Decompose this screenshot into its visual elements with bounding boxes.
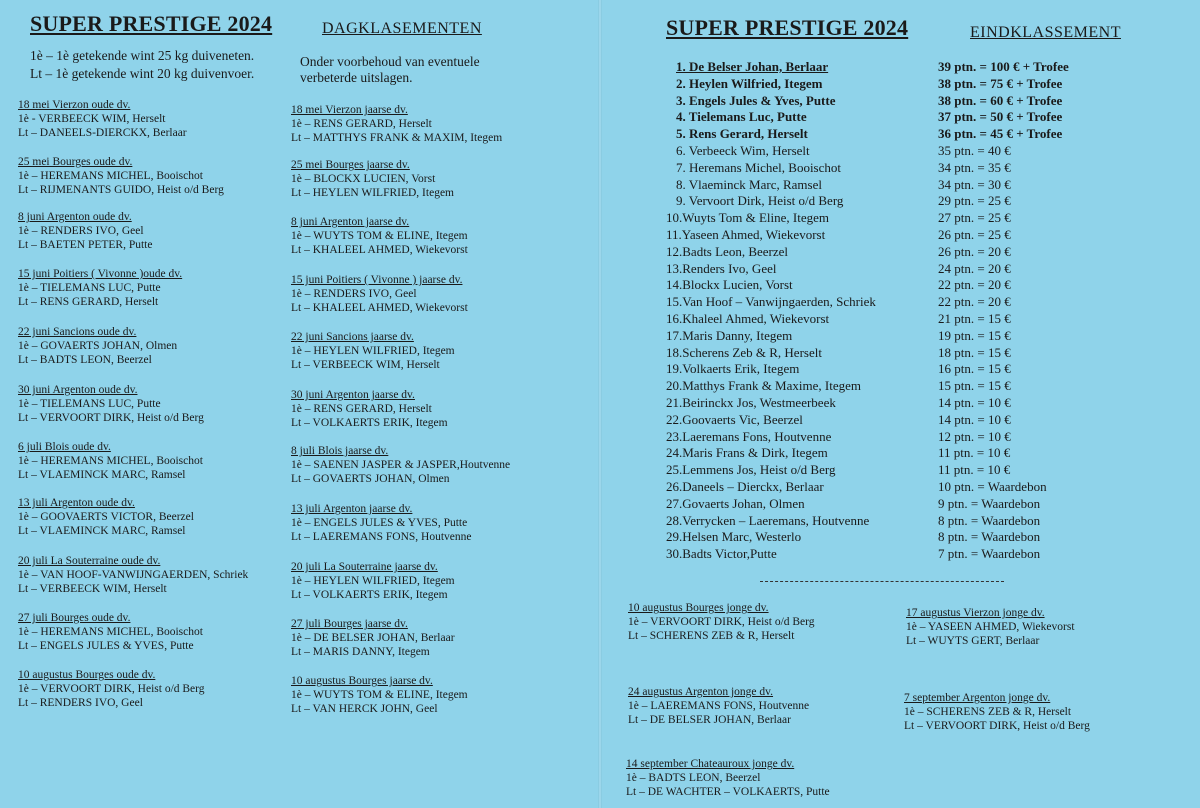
right-page-title: SUPER PRESTIGE 2024	[666, 15, 909, 40]
left-page-subtitle: DAGKLASEMENTEN	[322, 20, 482, 37]
race-result	[291, 502, 472, 544]
ranking-entry: 11.Yaseen Ahmed, Wiekevorst	[666, 226, 826, 242]
race-result	[291, 388, 448, 430]
race-heading: 20 juli La Souterraine jaarse dv.	[291, 561, 438, 573]
ranking-entry: 15.Van Hoof – Vanwijngaerden, Schriek	[666, 294, 876, 310]
race-last: Lt – MATTHYS FRANK & MAXIM, Itegem	[291, 132, 503, 144]
ranking-points-entry: 38 ptn. = 75 € + Trofee	[938, 75, 1063, 91]
race-result	[628, 685, 809, 727]
race-last: Lt – VERVOORT DIRK, Heist o/d Berg	[18, 412, 204, 424]
race-result	[18, 668, 205, 710]
race-winner: 1è – RENS GERARD, Herselt	[291, 403, 432, 415]
ranking-entry: 18.Scherens Zeb & R, Herselt	[666, 344, 822, 360]
ranking-entry: 24.Maris Frans & Dirk, Itegem	[666, 445, 828, 461]
race-result	[18, 325, 177, 367]
ranking-points-entry: 27 ptn. = 25 €	[938, 210, 1011, 226]
race-heading: 8 juli Blois jaarse dv.	[291, 445, 389, 457]
race-heading: 25 mei Bourges oude dv.	[18, 156, 133, 168]
race-last: Lt – ENGELS JULES & YVES, Putte	[18, 640, 194, 652]
ranking-points-entry: 34 ptn. = 35 €	[938, 159, 1011, 175]
ranking-entry: 12.Badts Leon, Beerzel	[666, 243, 789, 259]
ranking-entry: 6. Verbeeck Wim, Herselt	[676, 142, 810, 158]
ranking-points-entry: 11 ptn. = 10 €	[938, 445, 1011, 461]
ranking-entry: 13.Renders Ivo, Geel	[666, 260, 777, 276]
ranking-entry: 30.Badts Victor,Putte	[666, 546, 777, 562]
ranking-entry: 17.Maris Danny, Itegem	[666, 327, 793, 343]
race-result	[18, 554, 248, 596]
race-result	[291, 330, 455, 372]
race-result	[904, 691, 1090, 733]
ranking-entry: 8. Vlaeminck Marc, Ramsel	[676, 176, 822, 192]
race-winner: 1è – RENDERS IVO, Geel	[18, 225, 144, 237]
ranking-points-entry: 26 ptn. = 25 €	[938, 226, 1011, 242]
race-winner: 1è – HEREMANS MICHEL, Booischot	[18, 626, 203, 638]
ranking-entry: 25.Lemmens Jos, Heist o/d Berg	[666, 462, 836, 478]
race-last: Lt – VLAEMINCK MARC, Ramsel	[18, 469, 186, 481]
race-heading: 20 juli La Souterraine oude dv.	[18, 555, 161, 567]
disclaimer-line-2: verbeterde uitslagen.	[300, 70, 413, 85]
race-heading: 15 juni Poitiers ( Vivonne )oude dv.	[18, 268, 183, 280]
race-result	[906, 606, 1075, 648]
ranking-entry: 22.Goovaerts Vic, Beerzel	[666, 411, 803, 427]
race-winner: 1è – HEYLEN WILFRIED, Itegem	[291, 575, 455, 587]
ranking-points-entry: 37 ptn. = 50 € + Trofee	[938, 109, 1063, 125]
race-winner: 1è – ENGELS JULES & YVES, Putte	[291, 517, 468, 529]
ranking-points-entry: 15 ptn. = 15 €	[938, 378, 1011, 394]
race-last: Lt – KHALEEL AHMED, Wiekevorst	[291, 302, 468, 314]
race-last: Lt – RIJMENANTS GUIDO, Heist o/d Berg	[18, 184, 224, 196]
race-result	[18, 611, 203, 653]
race-result	[18, 155, 224, 197]
race-heading: 25 mei Bourges jaarse dv.	[291, 159, 410, 171]
race-winner: 1è – GOOVAERTS VICTOR, Beerzel	[18, 511, 194, 523]
ranking-entry: 28.Verrycken – Laeremans, Houtvenne	[666, 512, 870, 528]
race-result	[626, 757, 830, 799]
race-heading: 27 juli Bourges oude dv.	[18, 612, 131, 624]
page-fold	[598, 0, 602, 808]
race-result	[291, 158, 454, 200]
race-heading: 24 augustus Argenton jonge dv.	[628, 686, 774, 698]
ranking-points-entry: 22 ptn. = 20 €	[938, 277, 1011, 293]
ranking-points-entry: 9 ptn. = Waardebon	[938, 495, 1041, 511]
ranking-points-entry: 11 ptn. = 10 €	[938, 462, 1011, 478]
ranking-points-entry: 14 ptn. = 10 €	[938, 394, 1011, 410]
race-last: Lt – VLAEMINCK MARC, Ramsel	[18, 525, 186, 537]
race-winner: 1è – LAEREMANS FONS, Houtvenne	[628, 700, 810, 712]
race-winner: 1è – HEYLEN WILFRIED, Itegem	[291, 345, 455, 357]
ranking-entry: 27.Govaerts Johan, Olmen	[666, 495, 805, 511]
race-result	[291, 103, 502, 145]
ranking-entry: 26.Daneels – Dierckx, Berlaar	[666, 478, 824, 494]
race-winner: 1è – SCHERENS ZEB & R, Herselt	[904, 706, 1072, 718]
race-result	[291, 560, 455, 602]
race-last: Lt – BAETEN PETER, Putte	[18, 239, 153, 251]
ranking-entry: 14.Blockx Lucien, Vorst	[666, 277, 793, 293]
race-last: Lt – VAN HERCK JOHN, Geel	[291, 703, 438, 715]
race-winner: 1è – BLOCKX LUCIEN, Vorst	[291, 173, 436, 185]
ranking-points-entry: 19 ptn. = 15 €	[938, 327, 1011, 343]
race-last: Lt – RENDERS IVO, Geel	[18, 697, 143, 709]
race-last: Lt – SCHERENS ZEB & R, Herselt	[628, 630, 795, 642]
race-heading: 6 juli Blois oude dv.	[18, 441, 111, 453]
race-heading: 8 juni Argenton oude dv.	[18, 211, 132, 223]
ranking-entry: 10.Wuyts Tom & Eline, Itegem	[666, 210, 829, 226]
race-heading: 18 mei Vierzon oude dv.	[18, 99, 131, 111]
ranking-points-entry: 26 ptn. = 20 €	[938, 243, 1011, 259]
ranking-entry: 5. Rens Gerard, Herselt	[676, 126, 808, 142]
ranking-points-entry: 14 ptn. = 10 €	[938, 411, 1011, 427]
ranking-points-entry: 35 ptn. = 40 €	[938, 142, 1011, 158]
race-last: Lt – DANEELS-DIERCKX, Berlaar	[18, 127, 187, 139]
race-last: Lt – LAEREMANS FONS, Houtvenne	[291, 531, 472, 543]
race-heading: 27 juli Bourges jaarse dv.	[291, 618, 408, 630]
ranking-entry: 16.Khaleel Ahmed, Wiekevorst	[666, 310, 830, 326]
race-heading: 10 augustus Bourges jonge dv.	[628, 602, 769, 614]
ranking-points-entry: 8 ptn. = Waardebon	[938, 512, 1041, 528]
separator-line	[760, 581, 1004, 582]
race-result	[18, 98, 187, 140]
race-last: Lt – VERBEECK WIM, Herselt	[18, 583, 167, 595]
ranking-points	[938, 59, 1069, 563]
prize-winner-note: 1è – 1è getekende wint 25 kg duiveneten.	[30, 48, 255, 63]
ranking-points-entry: 24 ptn. = 20 €	[938, 260, 1011, 276]
race-heading: 13 juli Argenton jaarse dv.	[291, 503, 413, 515]
race-heading: 15 juni Poitiers ( Vivonne ) jaarse dv.	[291, 274, 463, 286]
race-result	[291, 674, 468, 716]
race-heading: 10 augustus Bourges oude dv.	[18, 669, 156, 681]
race-winner: 1è – GOVAERTS JOHAN, Olmen	[18, 340, 178, 352]
race-heading: 10 augustus Bourges jaarse dv.	[291, 675, 433, 687]
ranking-entry: 29.Helsen Marc, Westerlo	[666, 529, 802, 545]
race-winner: 1è – WUYTS TOM & ELINE, Itegem	[291, 689, 468, 701]
race-last: Lt – HEYLEN WILFRIED, Itegem	[291, 187, 454, 199]
race-winner: 1è – DE BELSER JOHAN, Berlaar	[291, 632, 455, 644]
race-last: Lt – VERBEECK WIM, Herselt	[291, 359, 440, 371]
race-heading: 8 juni Argenton jaarse dv.	[291, 216, 410, 228]
race-winner: 1è – RENS GERARD, Herselt	[291, 118, 432, 130]
race-result	[291, 273, 468, 315]
ranking-entry: 21.Beirinckx Jos, Westmeerbeek	[666, 394, 836, 410]
race-winner: 1è – BADTS LEON, Beerzel	[626, 772, 761, 784]
disclaimer-line-1: Onder voorbehoud van eventuele	[300, 54, 480, 69]
race-winner: 1è – TIELEMANS LUC, Putte	[18, 398, 161, 410]
ranking-entry: 3. Engels Jules & Yves, Putte	[676, 92, 836, 108]
ranking-entry: 2. Heylen Wilfried, Itegem	[676, 75, 823, 91]
race-last: Lt – WUYTS GERT, Berlaar	[906, 635, 1040, 647]
race-heading: 17 augustus Vierzon jonge dv.	[906, 607, 1045, 619]
race-winner: 1è – RENDERS IVO, Geel	[291, 288, 417, 300]
race-last: Lt – VERVOORT DIRK, Heist o/d Berg	[904, 720, 1090, 732]
race-last: Lt – GOVAERTS JOHAN, Olmen	[291, 473, 450, 485]
ranking-entry: 4. Tielemans Luc, Putte	[676, 109, 807, 125]
race-heading: 13 juli Argenton oude dv.	[18, 497, 135, 509]
race-heading: 22 juni Sancions oude dv.	[18, 326, 137, 338]
race-heading: 14 september Chateauroux jonge dv.	[626, 758, 795, 770]
ranking-entry: 9. Vervoort Dirk, Heist o/d Berg	[676, 193, 844, 209]
race-heading: 7 september Argenton jonge dv.	[904, 692, 1051, 704]
race-result	[291, 215, 468, 257]
ranking-points-entry: 29 ptn. = 25 €	[938, 193, 1011, 209]
race-result	[291, 444, 510, 486]
race-winner: 1è – WUYTS TOM & ELINE, Itegem	[291, 230, 468, 242]
race-result	[18, 210, 152, 252]
ranking-points-entry: 7 ptn. = Waardebon	[938, 546, 1041, 562]
ranking-points-entry: 10 ptn. = Waardebon	[938, 478, 1047, 494]
ranking-entry: 7. Heremans Michel, Booischot	[676, 159, 841, 175]
race-winner: 1è – SAENEN JASPER & JASPER,Houtvenne	[291, 459, 511, 471]
race-last: Lt – KHALEEL AHMED, Wiekevorst	[291, 244, 468, 256]
race-last: Lt – VOLKAERTS ERIK, Itegem	[291, 589, 448, 601]
race-result	[18, 440, 203, 482]
ranking-points-entry: 21 ptn. = 15 €	[938, 310, 1011, 326]
race-last: Lt – MARIS DANNY, Itegem	[291, 646, 430, 658]
race-winner: 1è – TIELEMANS LUC, Putte	[18, 282, 161, 294]
race-winner: 1è – YASEEN AHMED, Wiekevorst	[906, 621, 1075, 633]
race-heading: 22 juni Sancions jaarse dv.	[291, 331, 414, 343]
ranking-points-entry: 39 ptn. = 100 € + Trofee	[938, 59, 1069, 74]
ranking-points-entry: 18 ptn. = 15 €	[938, 344, 1011, 360]
ranking-points-entry: 22 ptn. = 20 €	[938, 294, 1011, 310]
race-winner: 1è – VERVOORT DIRK, Heist o/d Berg	[628, 616, 815, 628]
race-result	[18, 267, 182, 309]
race-result	[628, 601, 815, 643]
race-winner: 1è – VAN HOOF-VANWIJNGAERDEN, Schriek	[18, 569, 249, 581]
race-last: Lt – RENS GERARD, Herselt	[18, 296, 159, 308]
ranking-points-entry: 12 ptn. = 10 €	[938, 428, 1011, 444]
race-last: Lt – DE WACHTER – VOLKAERTS, Putte	[626, 786, 830, 798]
race-last: Lt – VOLKAERTS ERIK, Itegem	[291, 417, 448, 429]
race-winner: 1è – VERVOORT DIRK, Heist o/d Berg	[18, 683, 205, 695]
race-last: Lt – DE BELSER JOHAN, Berlaar	[628, 714, 791, 726]
race-heading: 30 juni Argenton oude dv.	[18, 384, 138, 396]
ranking-names	[666, 59, 876, 563]
race-heading: 30 juni Argenton jaarse dv.	[291, 389, 415, 401]
race-last: Lt – BADTS LEON, Beerzel	[18, 354, 152, 366]
left-page-title: SUPER PRESTIGE 2024	[30, 11, 273, 36]
ranking-points-entry: 38 ptn. = 60 € + Trofee	[938, 92, 1063, 108]
ranking-entry: 19.Volkaerts Erik, Itegem	[666, 361, 800, 377]
race-winner: 1è – HEREMANS MICHEL, Booischot	[18, 455, 203, 467]
right-page-subtitle: EINDKLASSEMENT	[970, 24, 1121, 41]
race-winner: 1è – HEREMANS MICHEL, Booischot	[18, 170, 203, 182]
ranking-points-entry: 36 ptn. = 45 € + Trofee	[938, 126, 1063, 142]
ranking-points-entry: 34 ptn. = 30 €	[938, 176, 1011, 192]
ranking-entry: 20.Matthys Frank & Maxime, Itegem	[666, 378, 861, 394]
ranking-points-entry: 16 ptn. = 15 €	[938, 361, 1011, 377]
ranking-entry: 1. De Belser Johan, Berlaar	[676, 59, 829, 74]
ranking-points-entry: 8 ptn. = Waardebon	[938, 529, 1041, 545]
race-heading: 18 mei Vierzon jaarse dv.	[291, 104, 408, 116]
prize-last-note: Lt – 1è getekende wint 20 kg duivenvoer.	[30, 66, 255, 81]
race-result	[18, 383, 204, 425]
race-winner: 1è - VERBEECK WIM, Herselt	[18, 113, 166, 125]
ranking-entry: 23.Laeremans Fons, Houtvenne	[666, 428, 832, 444]
race-result	[291, 617, 455, 659]
race-result	[18, 496, 194, 538]
